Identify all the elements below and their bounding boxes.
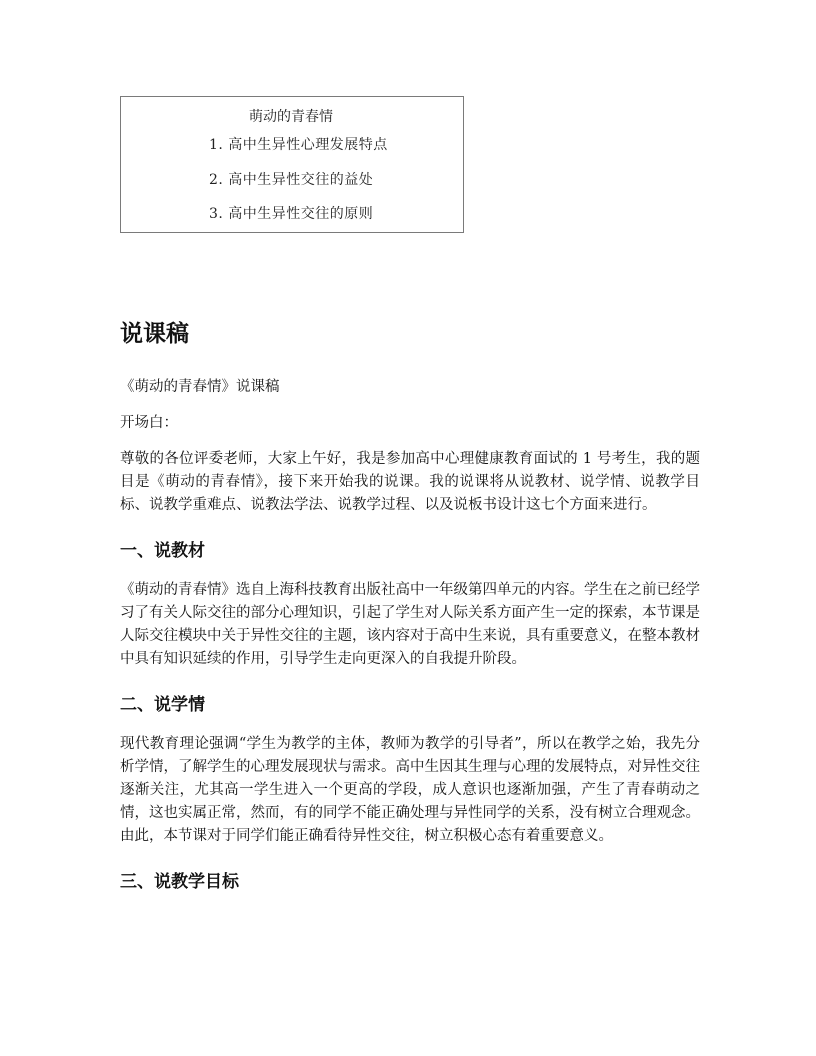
board-title: 萌动的青春情 [249, 109, 333, 125]
section-heading: 二、说学情 [120, 695, 205, 715]
section-paragraph: 现代教育理论强调“学生为教学的主体，教师为教学的引导者”，所以在教学之始，我先分析学情，了解学生的心理发展现状与需求。高中生因其生理与心理的发展特点，对异性交往逐渐关注，尤其高一学生进入一个更高的学段，成人意识也逐渐加强，产生了青春萌动之情，这也实属正常，然而，有的同学不能正确处理与异性同学的关系，没有树立合理观念。由此，本节课对于同学们能正确看待异性交往，树立积极心态有着重要意义。 [120, 736, 700, 844]
opening-label: 开场白： [120, 415, 178, 431]
board-item: 3. 高中生异性交往的原则 [209, 206, 374, 222]
document-subtitle: 《萌动的青春情》说课稿 [120, 379, 280, 395]
document-body [120, 318, 700, 910]
section-heading: 一、说教材 [120, 541, 205, 561]
document-title: 说课稿 [120, 321, 189, 347]
board-item: 2. 高中生异性交往的益处 [209, 172, 374, 188]
section-paragraph: 《萌动的青春情》选自上海科技教育出版社高中一年级第四单元的内容。学生在之前已经学习了有关人际交往的部分心理知识，引起了学生对人际关系方面产生一定的探索，本节课是人际交往模块中关于异性交往的主题，该内容对于高中生来说，具有重要意义，在整本教材中具有知识延续的作用，引导学生走向更深入的自我提升阶段。 [120, 582, 700, 667]
blackboard-design-box [120, 96, 464, 233]
section-heading: 三、说教学目标 [120, 872, 239, 892]
board-item: 1. 高中生异性心理发展特点 [209, 137, 388, 153]
opening-paragraph: 尊敬的各位评委老师，大家上午好，我是参加高中心理健康教育面试的 1 号考生，我的题目是《萌动的青春情》，接下来开始我的说课。我的说课将从说教材、说学情、说教学目标、说教学重难点、说教法学法、说教学过程、以及说板书设计这七个方面来进行。 [120, 451, 700, 513]
